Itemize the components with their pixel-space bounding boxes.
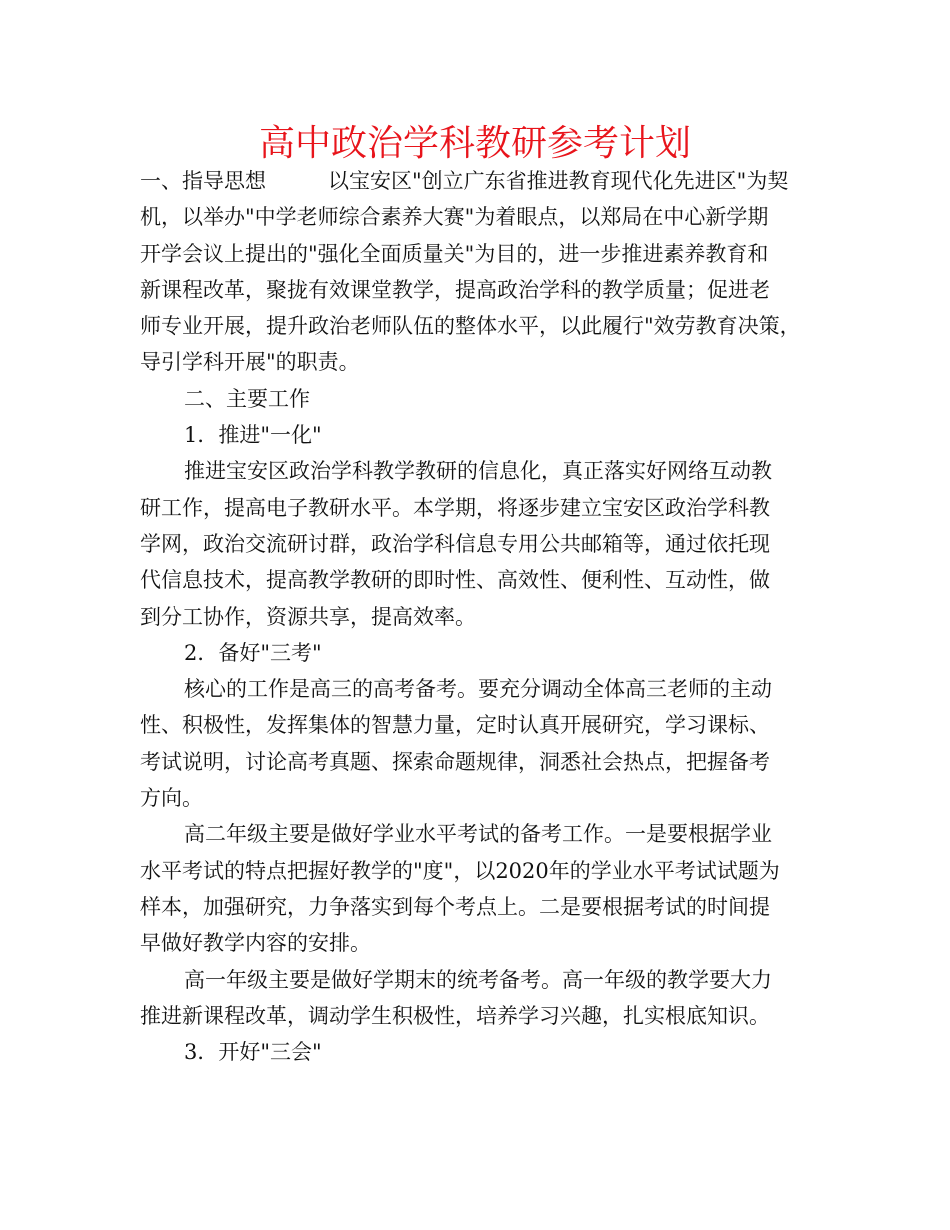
paragraph-line: 导引学科开展"的职责。 xyxy=(140,350,360,375)
section-heading-guiding-thought: 一、指导思想 xyxy=(140,169,266,193)
paragraph-line: 核心的工作是高三的高考备考。要充分调动全体高三老师的主动 xyxy=(184,677,772,702)
subsection-heading-1: 1．推进"一化" xyxy=(184,423,322,448)
paragraph-line: 性、积极性，发挥集体的智慧力量，定时认真开展研究，学习课标、 xyxy=(140,713,770,738)
document-body xyxy=(140,163,830,1070)
paragraph-line: 代信息技术，提高教学教研的即时性、高效性、便利性、互动性，做 xyxy=(140,568,770,593)
paragraph-line: 考试说明，讨论高考真题、探索命题规律，洞悉社会热点，把握备考 xyxy=(140,749,770,774)
document-title: 高中政治学科教研参考计划 xyxy=(258,123,691,164)
paragraph-line: 新课程改革，聚拢有效课堂教学，提高政治学科的教学质量；促进老 xyxy=(140,277,770,302)
paragraph-line: 推进宝安区政治学科教学教研的信息化，真正落实好网络互动教 xyxy=(184,459,772,484)
section-heading-main-work: 二、主要工作 xyxy=(184,386,310,411)
subsection-heading-3: 3．开好"三会" xyxy=(184,1040,322,1065)
paragraph-line: 到分工协作，资源共享，提高效率。 xyxy=(140,604,476,629)
paragraph-line: 师专业开展，提升政治老师队伍的整体水平，以此履行"效劳教育决策， xyxy=(140,314,801,339)
paragraph-line: 样本，加强研究，力争落实到每个考点上。二是要根据考试的时间提 xyxy=(140,894,770,919)
paragraph-line: 开学会议上提出的"强化全面质量关"为目的，进一步推进素养教育和 xyxy=(140,241,769,266)
paragraph-line: 高二年级主要是做好学业水平考试的备考工作。一是要根据学业 xyxy=(184,822,772,847)
paragraph-line: 早做好教学内容的安排。 xyxy=(140,931,371,956)
paragraph-line: 方向。 xyxy=(140,786,203,811)
subsection-heading-2: 2．备好"三考" xyxy=(184,640,322,665)
paragraph-line: 机，以举办"中学老师综合素养大赛"为着眼点，以郑局在中心新学期 xyxy=(140,205,769,230)
paragraph-line: 研工作，提高电子教研水平。本学期，将逐步建立宝安区政治学科教 xyxy=(140,495,770,520)
paragraph-line: 推进新课程改革，调动学生积极性，培养学习兴趣，扎实根底知识。 xyxy=(140,1003,770,1028)
paragraph-line-guiding-thought: 一、指导思想 以宝安区"创立广东省推进教育现代化先进区"为契 xyxy=(140,169,789,193)
paragraph-line: 学网，政治交流研讨群，政治学科信息专用公共邮箱等，通过依托现 xyxy=(140,531,770,556)
paragraph-line: 高一年级主要是做好学期末的统考备考。高一年级的教学要大力 xyxy=(184,967,772,992)
paragraph-line: 水平考试的特点把握好教学的"度"，以2020年的学业水平考试试题为 xyxy=(140,858,780,883)
